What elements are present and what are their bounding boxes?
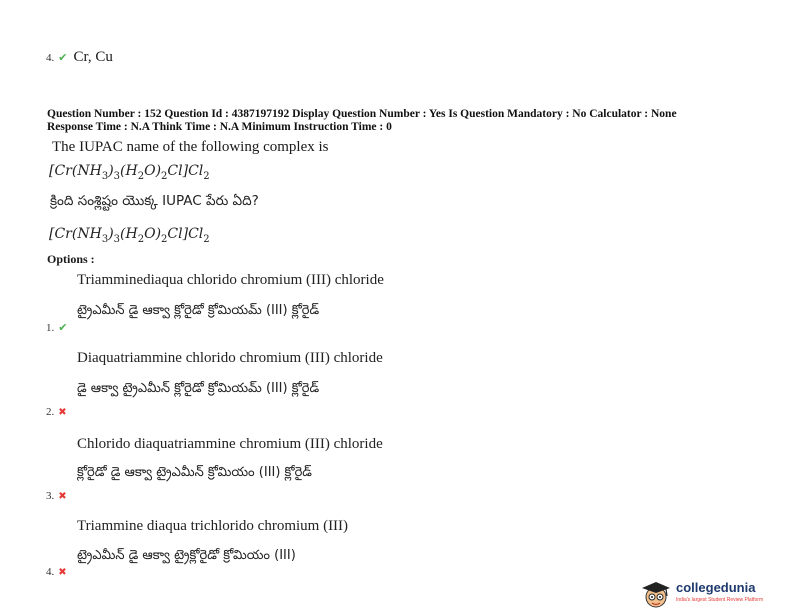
option-2-te: డై ఆక్వా ట్రైఎమీన్ క్లోరైడో క్రోమియమ్ (III) క్లోరైడ్ bbox=[77, 381, 320, 396]
question-formula-te: $[Cr(NH_3)_3(H_2O)_2Cl]Cl_2$ bbox=[49, 226, 210, 245]
option-1-number: 1. bbox=[46, 322, 55, 334]
prev-answer-number: 4. bbox=[46, 52, 55, 64]
option-3-en: Chlorido diaquatriammine chromium (III) chloride bbox=[77, 436, 383, 452]
cross-icon: ✖ bbox=[58, 491, 67, 502]
question-text-en: The IUPAC name of the following complex is bbox=[52, 139, 329, 155]
question-text-te: క్రింది సంశ్లిష్టం యొక్క IUPAC పేరు ఏది? bbox=[50, 193, 259, 209]
check-icon: ✔ bbox=[58, 321, 68, 334]
check-icon: ✔ bbox=[58, 51, 68, 64]
question-meta-line1: Question Number : 152 Question Id : 4387197192 Display Question Number : Yes Is Question Mandatory : No Calculator : None bbox=[47, 108, 677, 120]
option-3-number: 3. bbox=[46, 490, 55, 502]
options-label: Options : bbox=[47, 252, 95, 266]
option-2-number: 2. bbox=[46, 406, 55, 418]
collegedunia-logo bbox=[640, 578, 763, 610]
option-4-en: Triammine diaqua trichlorido chromium (III) bbox=[77, 518, 349, 534]
logo-name: collegedunia bbox=[676, 580, 756, 595]
cross-icon: ✖ bbox=[58, 567, 67, 578]
cross-icon: ✖ bbox=[58, 407, 67, 418]
option-2-en: Diaquatriammine chlorido chromium (III) chloride bbox=[77, 350, 383, 366]
option-1-en: Triamminediaqua chlorido chromium (III) chloride bbox=[77, 272, 384, 288]
logo-tagline: India's largest Student Review Platform bbox=[676, 597, 764, 603]
option-4-te: ట్రైఎమీన్ డై ఆక్వా ట్రైక్లోరైడో క్రోమియం (III) bbox=[77, 548, 296, 563]
question-meta-line2: Response Time : N.A Think Time : N.A Minimum Instruction Time : 0 bbox=[47, 121, 392, 133]
question-formula: $[Cr(NH_3)_3(H_2O)_2Cl]Cl_2$ bbox=[49, 163, 210, 182]
mascot-icon bbox=[640, 578, 672, 610]
option-1-marker bbox=[46, 318, 67, 336]
prev-answer-text: Cr, Cu bbox=[73, 49, 113, 65]
option-4-marker bbox=[46, 562, 67, 580]
option-1-te: ట్రైఎమీన్ డై ఆక్వా క్లోరైడో క్రోమియమ్ (III) క్లోరైడ్ bbox=[77, 303, 320, 318]
option-3-te: క్లోరైడో డై ఆక్వా ట్రైఎమీన్ క్రోమియం (III) క్లోరైడ్ bbox=[77, 465, 312, 480]
prev-answer bbox=[46, 48, 113, 66]
option-2-marker bbox=[46, 402, 67, 420]
question-meta bbox=[47, 108, 767, 134]
option-4-number: 4. bbox=[46, 566, 55, 578]
option-3-marker bbox=[46, 486, 67, 504]
